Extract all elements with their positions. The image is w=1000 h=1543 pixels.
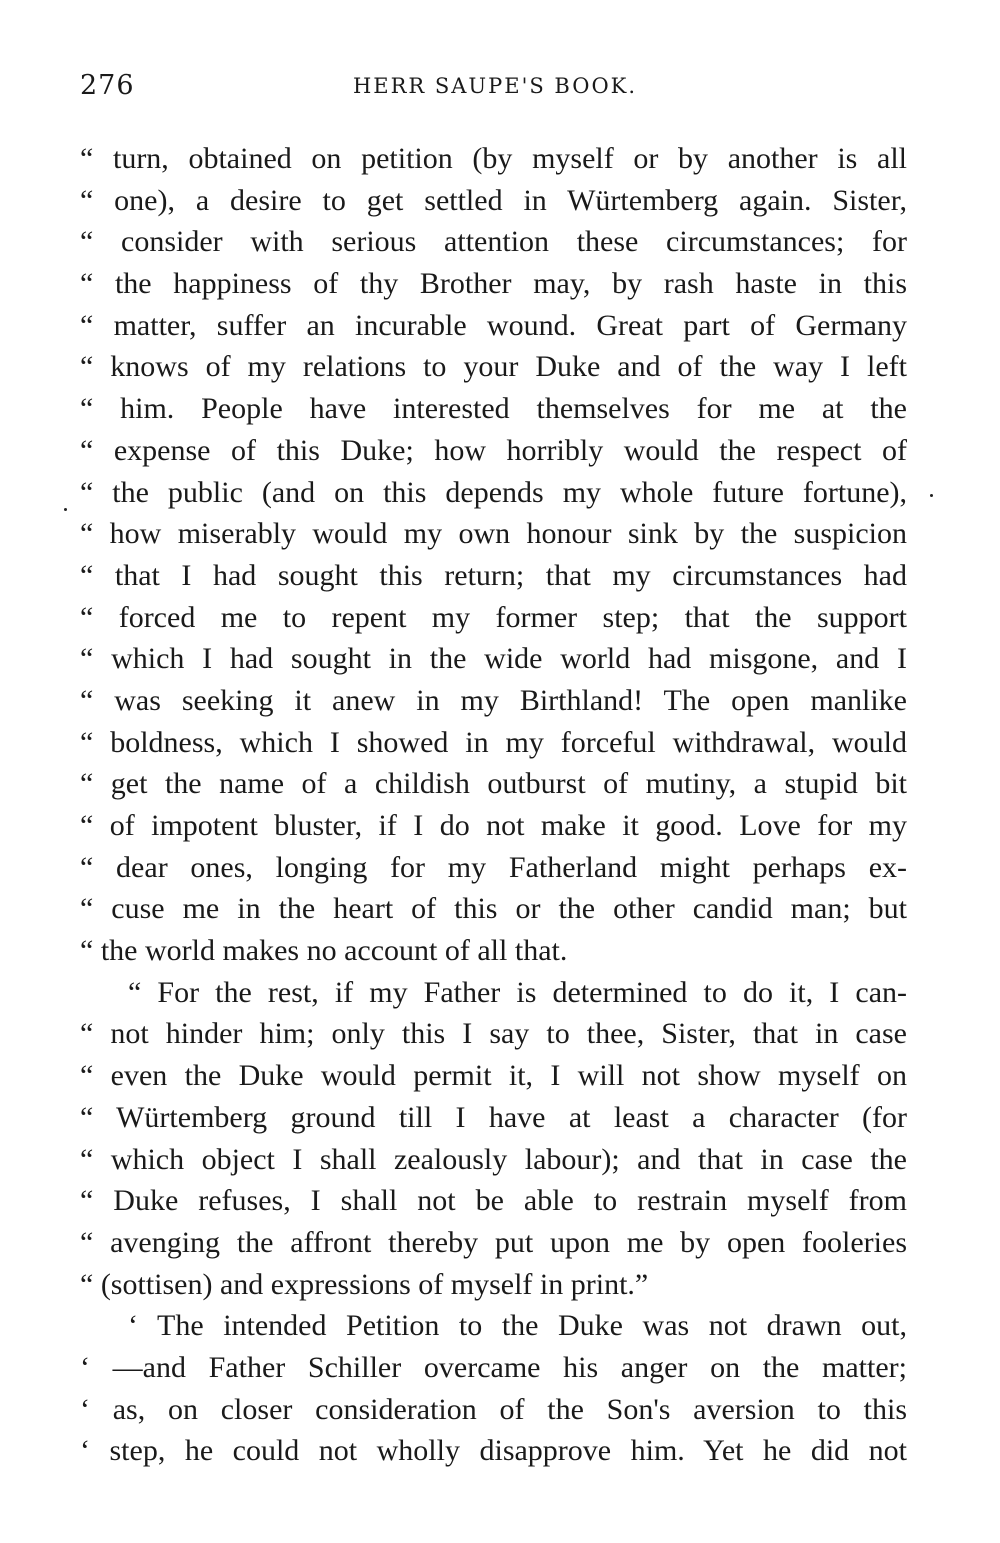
text-line: “ matter, suffer an incurable wound. Great part of Germany <box>80 308 907 342</box>
text-line: “ even the Duke would permit it, I will not show myself on <box>80 1059 907 1093</box>
text-line: “ of impotent bluster, if I do not make it good. Love for my <box>80 809 907 842</box>
text-line: “ the happiness of thy Brother may, by rash haste in this <box>80 267 907 301</box>
print-speck <box>64 508 67 511</box>
paragraph <box>80 972 907 1306</box>
text-line: “ one), a desire to get settled in Würtemberg again. Sister, <box>80 183 907 217</box>
text-line: “ Würtemberg ground till I have at least a character (for <box>80 1100 907 1134</box>
text-line: “ how miserably would my own honour sink by the suspicion <box>80 517 907 551</box>
text-line: ‘ step, he could not wholly disapprove him. Yet he did not <box>80 1434 907 1468</box>
text-line: “ get the name of a childish outburst of mutiny, a stupid bit <box>80 767 907 801</box>
text-line: “ was seeking it anew in my Birthland! The open manlike <box>80 683 907 717</box>
text-line: “ that I had sought this return; that my circumstances had <box>80 558 907 592</box>
text-line: “ cuse me in the heart of this or the other candid man; but <box>80 892 907 926</box>
text-line: “ not hinder him; only this I say to thee, Sister, that in case <box>80 1017 907 1051</box>
text-line: “ consider with serious attention these circumstances; for <box>80 225 907 259</box>
running-title: HERR SAUPE'S BOOK. <box>352 74 638 98</box>
text-line: ‘ as, on closer consideration of the Son's aversion to this <box>80 1392 907 1426</box>
text-line: “ which object I shall zealously labour); and that in case the <box>80 1142 907 1176</box>
text-line: “ (sottisen) and expressions of myself in print.” <box>80 1267 649 1301</box>
text-line: “ Duke refuses, I shall not be able to restrain myself from <box>80 1184 907 1218</box>
text-line: “ boldness, which I showed in my forceful withdrawal, would <box>80 725 907 759</box>
text-line: “ For the rest, if my Father is determined to do it, I can- <box>128 975 907 1009</box>
text-line: “ avenging the affront thereby put upon me by open fooleries <box>80 1225 907 1259</box>
text-line: “ turn, obtained on petition (by myself or by another is all <box>80 142 907 175</box>
body-text <box>80 138 907 1472</box>
text-line: “ forced me to repent my former step; that the support <box>80 600 907 634</box>
text-line: “ which I had sought in the wide world had misgone, and I <box>80 642 907 676</box>
text-line: “ the world makes no account of all that. <box>80 934 568 968</box>
text-line: “ knows of my relations to your Duke and of the way I left <box>80 350 907 384</box>
page-number: 276 <box>80 70 135 101</box>
text-line: “ the public (and on this depends my whole future fortune), <box>80 475 907 509</box>
text-line: “ dear ones, longing for my Fatherland might perhaps ex- <box>80 850 907 884</box>
paragraph <box>80 1305 907 1472</box>
text-line: “ expense of this Duke; how horribly would the respect of <box>80 433 907 467</box>
text-line: “ him. People have interested themselves for me at the <box>80 392 907 426</box>
text-line: ‘ The intended Petition to the Duke was not drawn out, <box>128 1309 907 1343</box>
text-line: ‘ —and Father Schiller overcame his anger on the matter; <box>80 1350 907 1384</box>
paragraph <box>80 138 907 972</box>
print-speck <box>930 494 933 497</box>
page-header <box>80 70 910 110</box>
